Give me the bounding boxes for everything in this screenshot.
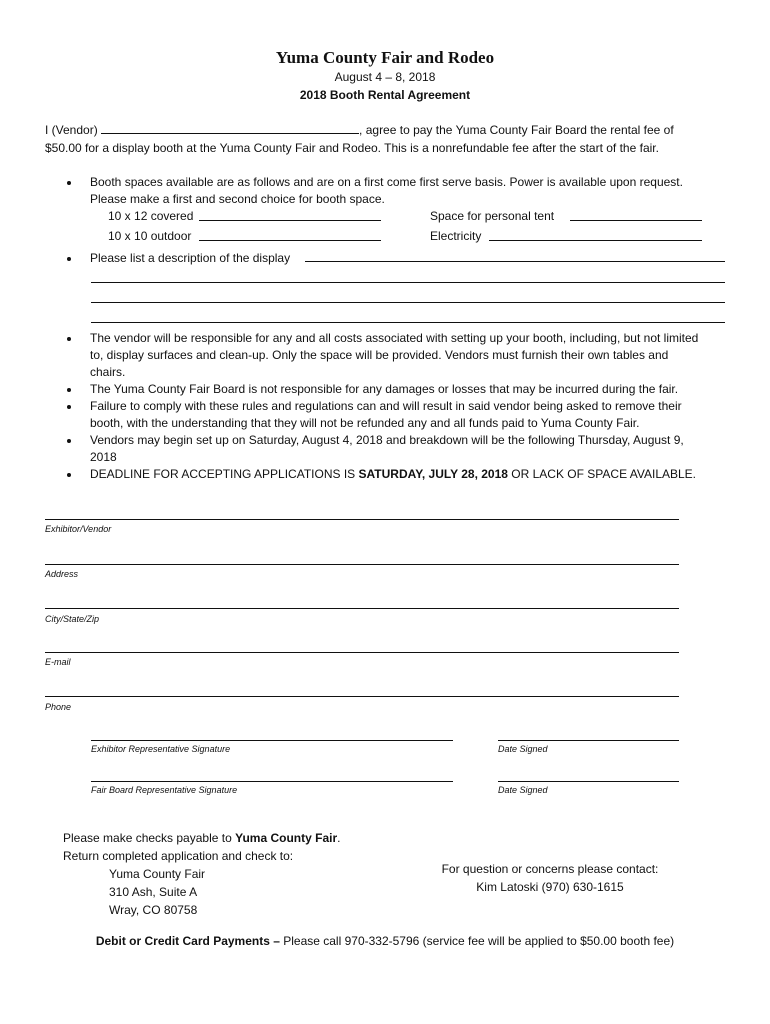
exhibitor-label: Exhibitor/Vendor [45,524,112,534]
address-line: 310 Ash, Suite A [109,885,198,899]
booth-line-1: Booth spaces available are as follows and are on a first come first serve basis. Power is available upon request. [90,175,683,189]
phone-field[interactable] [45,696,679,697]
payable-suffix: . [337,831,341,845]
form-subtitle: 2018 Booth Rental Agreement [299,88,471,102]
booth-section [62,174,732,267]
option-electricity-label: Electricity [430,229,482,243]
display-description-field-4[interactable] [91,322,725,323]
choice-row-1 [108,208,732,228]
mailing-address [109,865,205,919]
deadline-prefix: DEADLINE FOR ACCEPTING APPLICATIONS IS [90,467,359,481]
option-tent-label: Space for personal tent [430,209,555,223]
payable-name: Yuma County Fair [235,831,338,845]
vendor-suffix: , agree to pay the Yuma County Fair Board the rental fee of [359,123,674,137]
option-outdoor-field[interactable] [199,228,381,241]
contact-line-1: For question or concerns please contact: [441,862,659,876]
address-line: Wray, CO 80758 [109,903,198,917]
option-electricity-field[interactable] [489,228,702,241]
bullet-display [62,250,732,267]
contact-info [410,860,690,896]
display-description-field-3[interactable] [91,302,725,303]
vendor-name-field[interactable] [101,121,359,134]
card-payment-bold: Debit or Credit Card Payments – [95,934,284,948]
board-signature-field[interactable] [91,781,453,782]
email-label: E-mail [45,657,71,667]
address-field[interactable] [45,564,679,565]
rule-item: The vendor will be responsible for any and all costs associated with setting up your booth, including, but not limited to, display surfaces and clean-up. Only the space will be provided. Vendors must furnish their own tables and chairs. [62,330,702,381]
booth-line-2: Please make a first and second choice for booth space. [90,192,385,206]
board-date-field[interactable] [498,781,679,782]
vendor-prefix: I (Vendor) [45,123,98,137]
display-description-field-1[interactable] [305,261,725,262]
display-description-field-2[interactable] [91,282,725,283]
exhibitor-field[interactable] [45,519,679,520]
card-payment-note [0,934,770,948]
card-payment-text: Please call 970-332-5796 (service fee will be applied to $50.00 booth fee) [283,934,675,948]
address-line: Yuma County Fair [109,867,206,881]
rule-item: Failure to comply with these rules and regulations can and will result in said vendor being asked to remove their booth, with the understanding that they will not be refunded any and all funds paid to Yuma County Fair. [62,398,702,432]
rule-item: The Yuma County Fair Board is not responsible for any damages or losses that may be incurred during the fair. [62,381,702,398]
fair-dates: August 4 – 8, 2018 [334,70,436,84]
intro-paragraph [45,121,735,157]
payment-instructions [63,830,340,865]
option-covered-field[interactable] [199,208,381,221]
exhibitor-date-field[interactable] [498,740,679,741]
deadline-date: SATURDAY, JULY 28, 2018 [358,467,508,481]
deadline-item [62,466,702,483]
intro-line-2: $50.00 for a display booth at the Yuma County Fair and Rodeo. This is a nonrefundable fee after the start of the fair. [45,141,659,155]
option-covered-label: 10 x 12 covered [108,209,194,223]
rules-section [62,330,702,483]
exhibitor-date-label: Date Signed [498,744,548,754]
email-field[interactable] [45,652,679,653]
exhibitor-signature-field[interactable] [91,740,453,741]
display-label: Please list a description of the display [90,251,291,265]
choice-row-2 [108,228,732,248]
city-state-zip-field[interactable] [45,608,679,609]
board-signature-label: Fair Board Representative Signature [91,785,238,795]
payable-prefix: Please make checks payable to [63,831,236,845]
page-title: Yuma County Fair and Rodeo [275,48,495,67]
city-state-zip-label: City/State/Zip [45,614,100,624]
deadline-suffix: OR LACK OF SPACE AVAILABLE. [507,467,697,481]
board-date-label: Date Signed [498,785,548,795]
bullet-booth [62,174,732,208]
return-line: Return completed application and check to: [63,848,294,863]
exhibitor-signature-label: Exhibitor Representative Signature [91,744,231,754]
phone-label: Phone [45,702,72,712]
option-outdoor-label: 10 x 10 outdoor [108,229,192,243]
contact-line-2: Kim Latoski (970) 630-1615 [476,880,624,894]
option-tent-field[interactable] [570,208,702,221]
rule-item: Vendors may begin set up on Saturday, August 4, 2018 and breakdown will be the following Thursday, August 9, 2018 [62,432,702,466]
address-label: Address [45,569,79,579]
